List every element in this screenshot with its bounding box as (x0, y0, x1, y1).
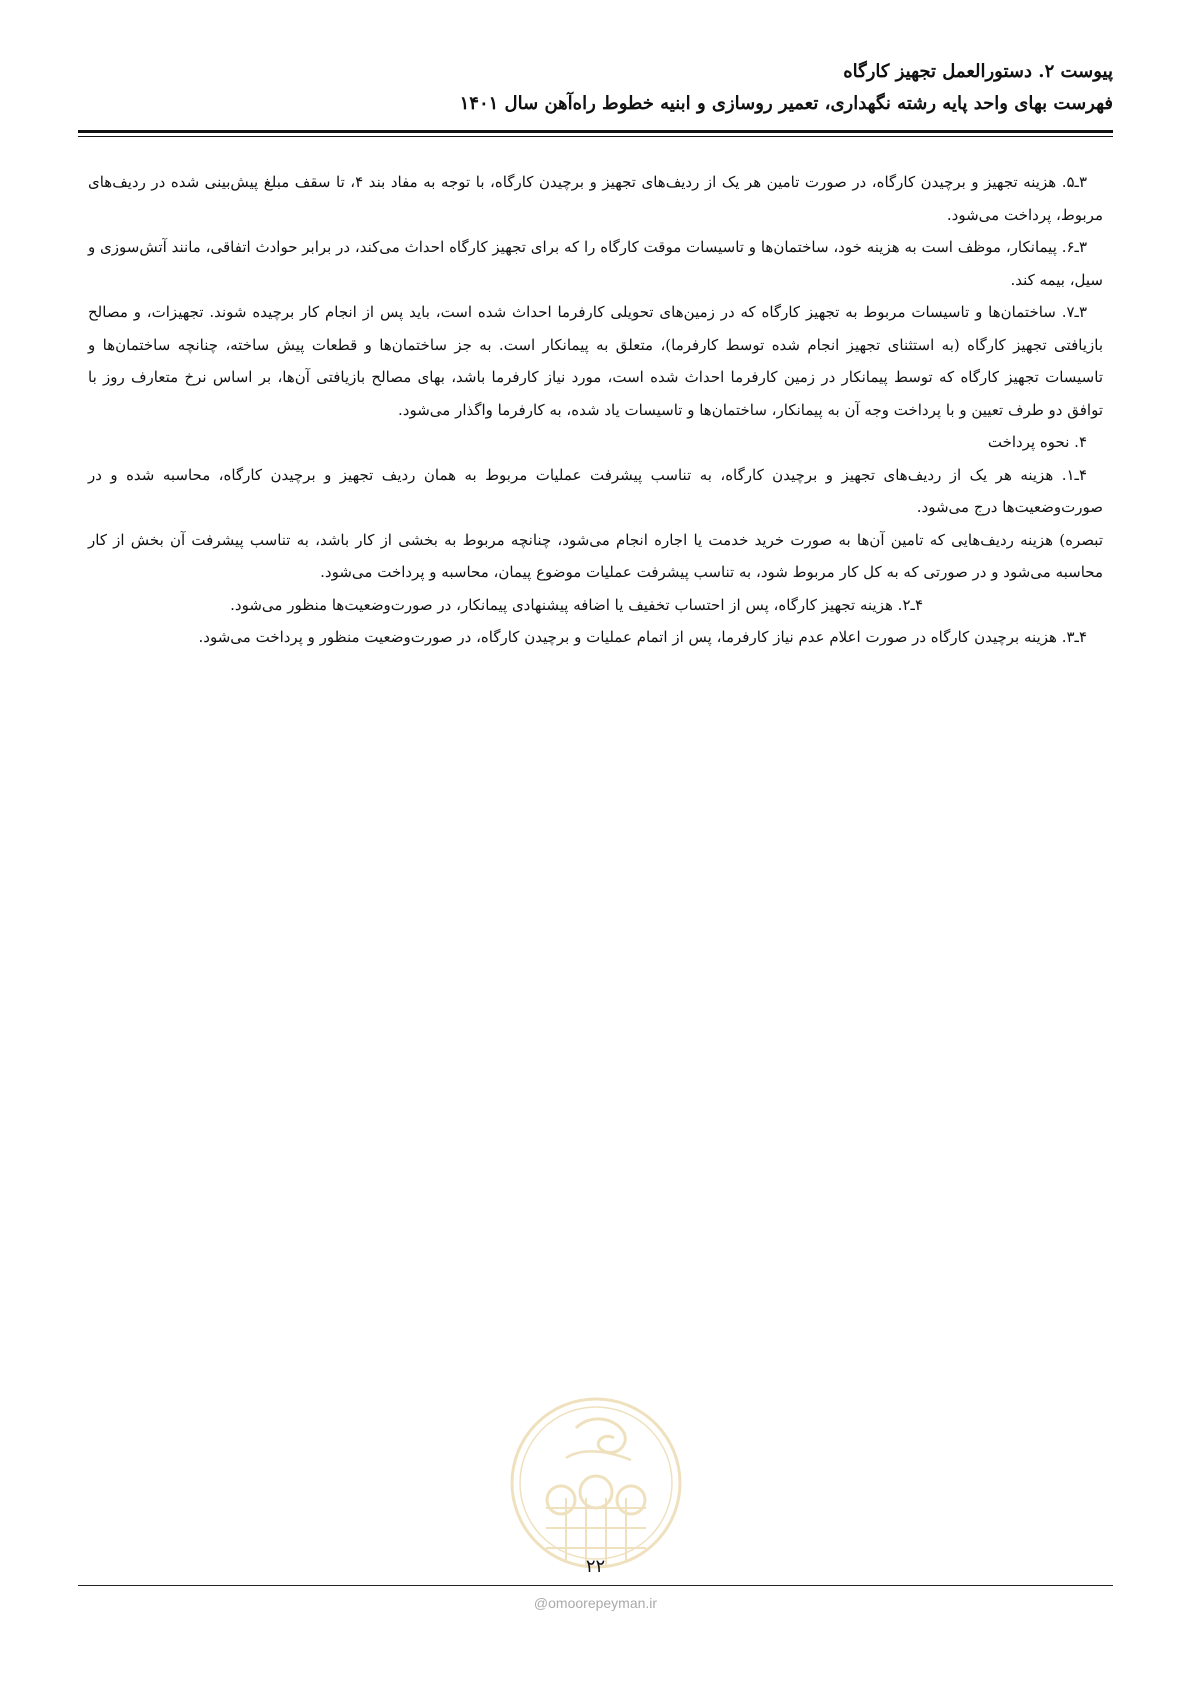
watermark-logo-icon (506, 1388, 686, 1578)
paragraph-3-6: ۳ـ۶. پیمانکار، موظف است به هزینه خود، ساختمان‌ها و تاسیسات موقت کارگاه را که برای تجهیز کارگاه احداث می‌کند، در برابر حوادث اتفاقی، مانند آتش‌سوزی و سیل، بیمه کند. (88, 238, 1103, 289)
paragraph-3-5: ۳ـ۵. هزینه تجهیز و برچیدن کارگاه، در صورت تامین هر یک از ردیف‌های تجهیز و برچیدن کارگاه، با توجه به مفاد بند ۴، تا سقف مبلغ پیش‌بینی شده در ردیف‌های مربوط، پرداخت می‌شود. (88, 173, 1103, 224)
section-4-heading: ۴. نحوه پرداخت (987, 433, 1087, 451)
page-number: ۲۲ (585, 1556, 606, 1577)
paragraph-4-2: ۴ـ۲. هزینه تجهیز کارگاه، پس از احتساب تخفیف یا اضافه پیشنهادی پیمانکار، در صورت‌وضعیت‌ها منظور می‌شود. (230, 595, 923, 614)
header-rule-thick (78, 130, 1113, 133)
paragraph-note: تبصره) هزینه ردیف‌هایی که تامین آن‌ها به صورت خرید خدمت یا اجاره انجام می‌شود، چنانچه مربوط به بخشی از کار باشد، به تناسب پیشرفت آن بخش از کار محاسبه می‌شود و در صورتی که به کل کار مربوط شود، به تناسب پیشرفت عملیات موضوع پیمان، محاسبه و پرداخت می‌شود. (88, 530, 1103, 581)
header-rule-thin (78, 136, 1113, 137)
header-price-list-title: فهرست بهای واحد پایه رشته نگهداری، تعمیر روسازی و ابنیه خطوط راه‌آهن سال ۱۴۰۱ (459, 93, 1113, 114)
paragraph-4-3: ۴ـ۳. هزینه برچیدن کارگاه در صورت اعلام عدم نیاز کارفرما، پس از اتمام عملیات و برچیدن کارگاه، در صورت‌وضعیت منظور و پرداخت می‌شود. (198, 628, 1087, 646)
header-appendix-title: پیوست ۲. دستورالعمل تجهیز کارگاه (843, 61, 1113, 82)
paragraph-3-7: ۳ـ۷. ساختمان‌ها و تاسیسات مربوط به تجهیز کارگاه که در زمین‌های تحویلی کارفرما احداث شده است، باید پس از انجام کار برچیده شوند. تجهیزات، و مصالح بازیافتی تجهیز کارگاه (به استثنای تجهیز انجام شده توسط کارفرما)، متعلق به پیمانکار است. به جز ساختمان‌ها و قطعات پیش ساخته، چنانچه ساختمان‌ها و تاسیسات تجهیز کارگاه که توسط پیمانکار در زمین کارفرما احداث شده است، مورد نیاز کارفرما باشد، بهای مصالح بازیافتی آن‌ها، بر اساس نرخ متعارف روز با توافق دو طرف تعیین و با پرداخت وجه آن به پیمانکار، ساختمان‌ها و تاسیسات یاد شده، به کارفرما واگذار می‌شود. (88, 303, 1103, 419)
footer-url: @omoorepeyman.ir (533, 1595, 658, 1611)
page-header (78, 56, 1113, 120)
document-body (88, 166, 1103, 654)
paragraph-4-1: ۴ـ۱. هزینه هر یک از ردیف‌های تجهیز و برچیدن کارگاه، به تناسب پیشرفت عملیات مربوط به همان ردیف تجهیز و برچیدن کارگاه، محاسبه شده و در صورت‌وضعیت‌ها درج می‌شود. (88, 465, 1103, 516)
footer-rule (78, 1585, 1113, 1586)
